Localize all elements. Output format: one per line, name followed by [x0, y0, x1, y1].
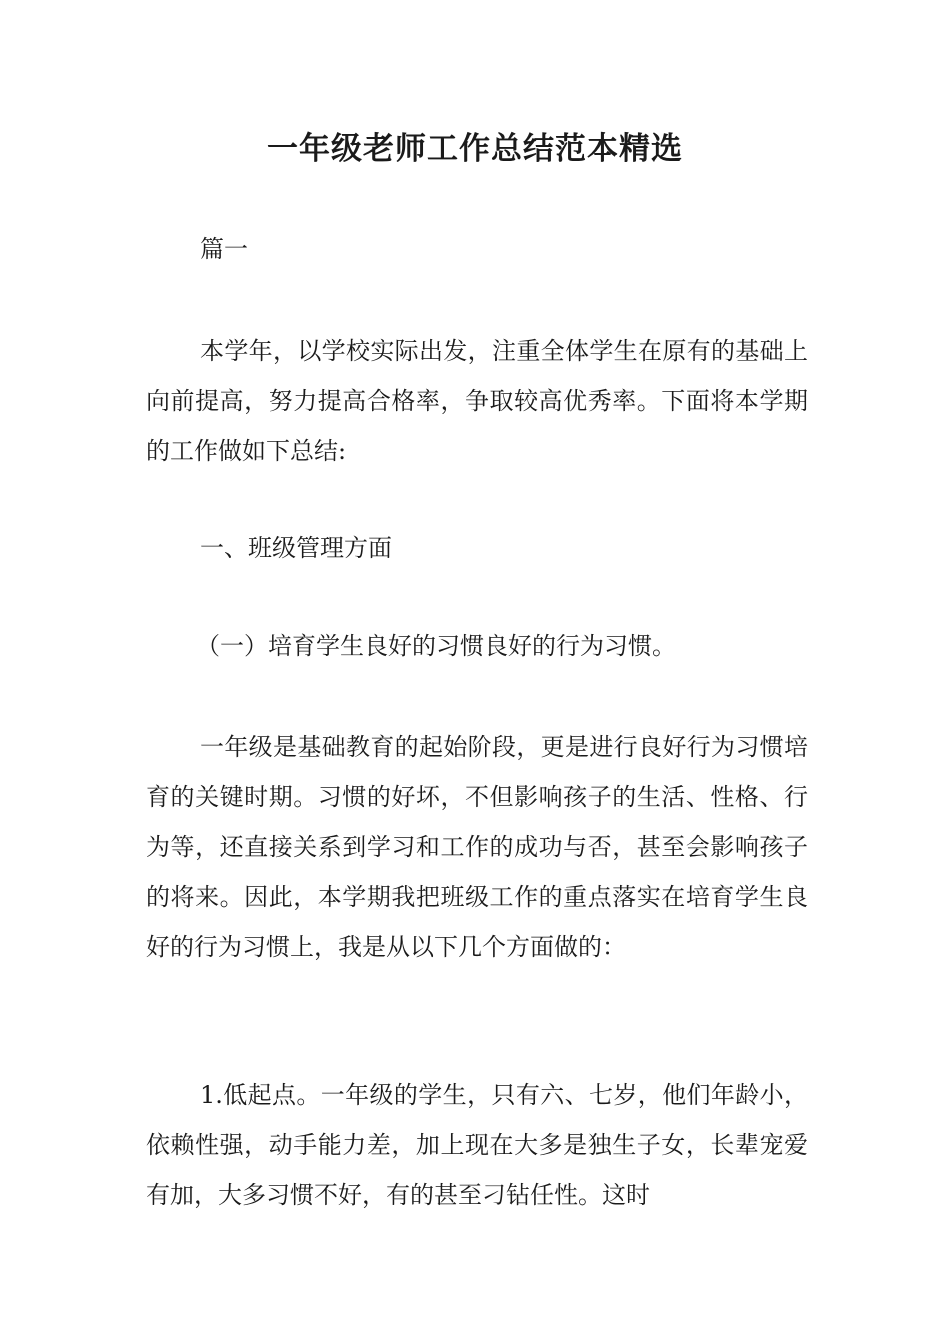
- paragraph-first-grade: 一年级是基础教育的起始阶段，更是进行良好行为习惯培育的关键时期。习惯的好坏，不但影响孩子的生活、性格、行为等，还直接关系到学习和工作的成功与否，甚至会影响孩子的将来。因此，本学期我把班级工作的重点落实在培育学生良好的行为习惯上，我是从以下几个方面做的：: [146, 733, 808, 961]
- document-title: 一年级老师工作总结范本精选: [267, 131, 683, 167]
- subheading-habits: （一）培育学生良好的习惯良好的行为习惯。: [196, 632, 676, 660]
- intro-paragraph: 本学年，以学校实际出发，注重全体学生在原有的基础上向前提高，努力提高合格率，争取较高优秀率。下面将本学期的工作做如下总结:: [146, 337, 808, 465]
- paragraph-low-start: 1.低起点。一年级的学生，只有六、七岁，他们年龄小，依赖性强，动手能力差，加上现在大多是独生子女，长辈宠爱有加，大多习惯不好，有的甚至刁钻任性。这时: [146, 1081, 808, 1209]
- heading-class-management: 一、班级管理方面: [200, 534, 392, 562]
- section-label: 篇一: [200, 235, 248, 263]
